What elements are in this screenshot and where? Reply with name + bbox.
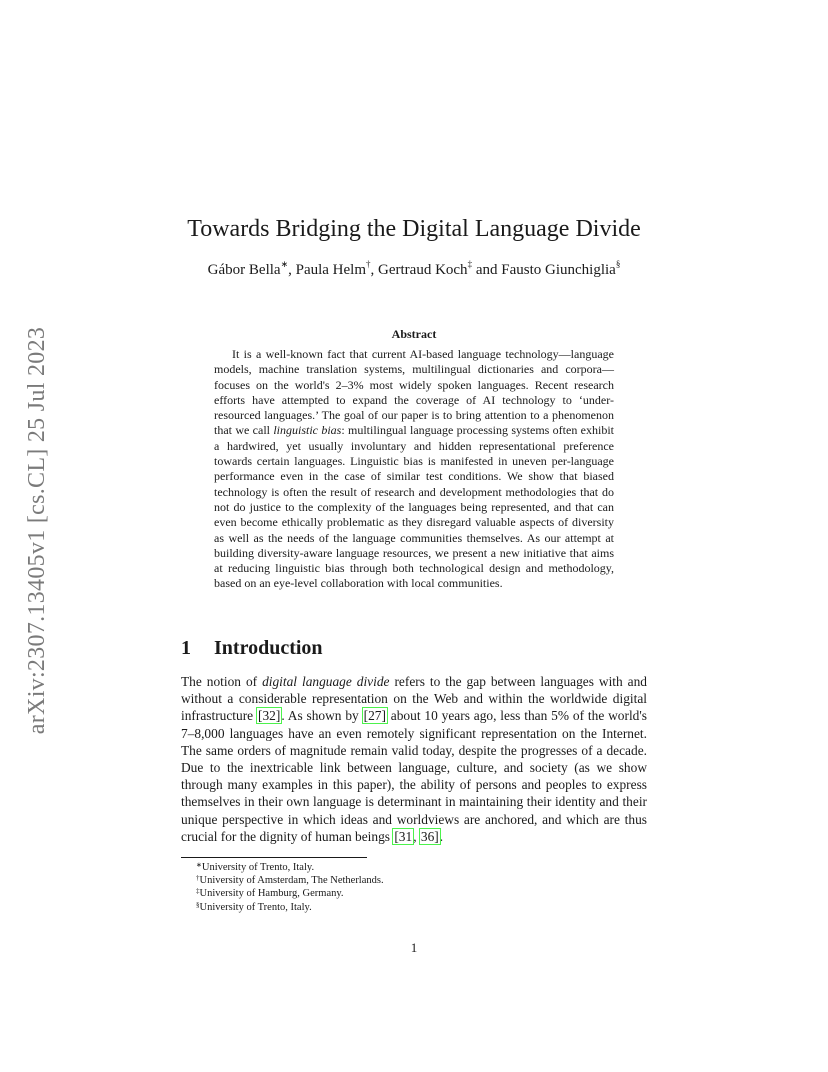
citation-separator: , [413, 828, 420, 844]
footnote-item [196, 887, 384, 900]
abstract-text [214, 347, 614, 592]
abstract-emphasized-term: linguistic bias [273, 423, 342, 438]
footnote-mark: ∗ [196, 861, 202, 869]
abstract-heading: Abstract [391, 327, 437, 341]
footnote-item [196, 861, 384, 874]
author-list [0, 259, 828, 279]
arxiv-identifier-text: arXiv:2307.13405v1 [cs.CL] 25 Jul 2023 [24, 326, 51, 734]
citation-link-36[interactable]: 36] [420, 828, 439, 844]
author-affiliation-mark: ∗ [280, 259, 289, 269]
section-title: Introduction [214, 637, 323, 659]
footnote-item [196, 874, 384, 887]
footnote-text: University of Amsterdam, The Netherlands. [199, 875, 384, 887]
introduction-paragraph [181, 673, 647, 845]
footnote-text: University of Trento, Italy. [201, 862, 315, 873]
author-name: Gertraud Koch [378, 262, 468, 278]
paragraph-text: . As shown by [281, 708, 363, 724]
author-conjunction: and [472, 262, 502, 278]
footnote-mark: ‡ [196, 887, 200, 896]
paper-title: Towards Bridging the Digital Language Divide [187, 216, 641, 242]
author-separator: , [288, 262, 296, 278]
paragraph-text: about 10 years ago, less than 5% of the world's 7–8,000 languages have an even remotely significant representation on the Internet. The same orders of magnitude remain valid today, despite the progresses of a decade. Due to the inextricable link between language, culture, and society (as we show through many examples in this paper), the ability of persons and peoples to express themselves in their own language is determinant in maintaining their identity and their unique perspective in which ideas and worldviews are anchored, and which are thus crucial for the dignity of human beings [181, 708, 647, 844]
author-name: Paula Helm [295, 262, 367, 278]
section-heading [181, 637, 323, 660]
footnote-item [196, 901, 384, 914]
author-affiliation-mark: § [615, 259, 621, 269]
footnote-list [196, 861, 384, 914]
abstract-text-part: It is a well-known fact that current AI-based language technology—language models, machine translation systems, multilingual dictionaries and corpora—focuses on the world's 2–3% most widely spoken languages. Recent research efforts have attempted to expand the coverage of AI technology to ‘under-resourced languages.’ The goal of our paper is to bring attention to a phenomenon that we call [214, 347, 614, 438]
author-affiliation-mark: † [366, 259, 371, 269]
author-separator: , [370, 262, 379, 278]
footnote-mark: † [196, 874, 200, 883]
paragraph-text: . [439, 828, 444, 844]
arxiv-identifier-stamp [18, 300, 58, 760]
section-number: 1 [181, 637, 191, 659]
citation-link-32[interactable]: [32] [258, 708, 281, 724]
emphasized-term: digital language divide [262, 674, 390, 689]
author-name: Fausto Giunchiglia [501, 262, 616, 278]
paragraph-text: The notion of [181, 674, 263, 689]
abstract-text-part: : multilingual language processing systems often exhibit a hardwired, yet usually involuntary and hidden representational preference towards certain languages. Linguistic bias is manifested in uneven per-language performance even in the case of similar test conditions. We show that biased technology is often the result of research and development methodologies that do not do justice to the complexity of the languages being represented, and that can even become ethically problematic as they disregard valuable aspects of diversity as well as the needs of the language communities themselves. As our attempt at building diversity-aware language resources, we present a new initiative that aims at reducing linguistic bias through both technological design and methodology, based on an eye-level collaboration with local communities. [214, 423, 614, 591]
citation-link-27[interactable]: [27] [363, 708, 386, 724]
page-number: 1 [410, 940, 418, 955]
footnote-text: University of Trento, Italy. [199, 901, 312, 913]
footnote-mark: § [196, 900, 200, 909]
paragraph-text: refers to the gap between languages with and without a considerable representation on the Web and within the worldwide digital infrastructure [181, 674, 647, 724]
citation-link-31[interactable]: [31 [394, 828, 413, 844]
footnote-divider [181, 857, 367, 858]
author-affiliation-mark: ‡ [467, 259, 473, 269]
author-name: Gábor Bella [207, 262, 281, 278]
footnote-text: University of Hamburg, Germany. [199, 888, 344, 900]
